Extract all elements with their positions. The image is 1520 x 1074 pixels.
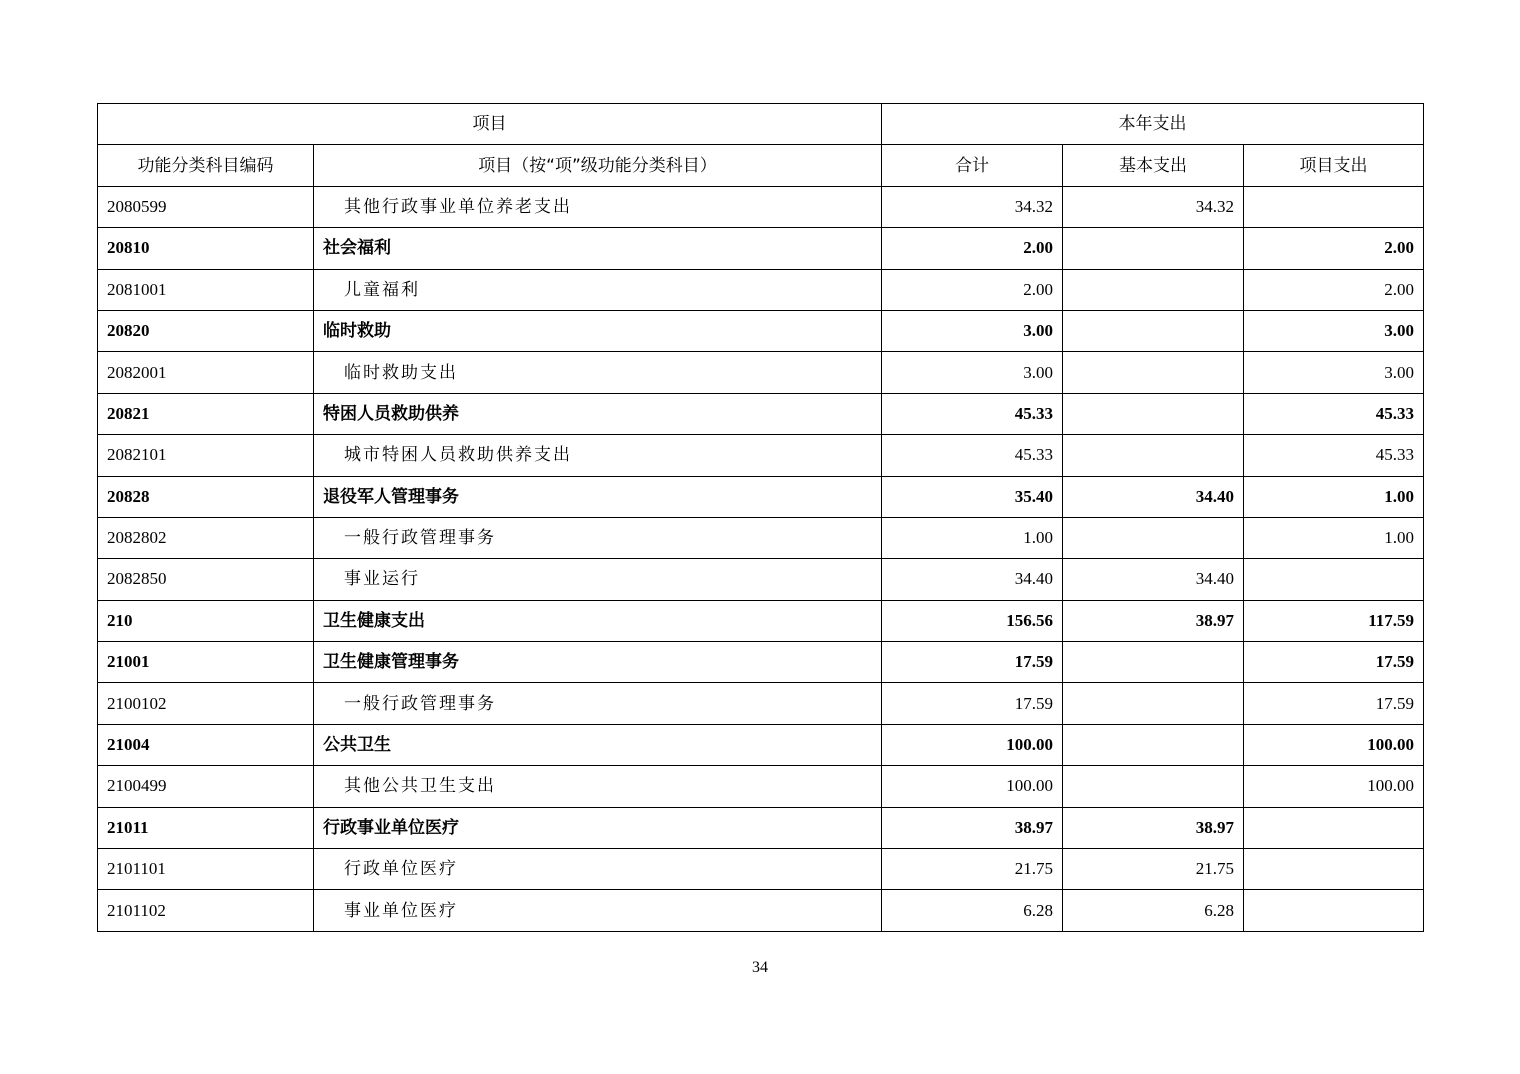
cell-total: 2.00	[882, 269, 1063, 310]
cell-basic	[1063, 683, 1244, 724]
cell-basic	[1063, 352, 1244, 393]
table-row	[98, 310, 1424, 351]
cell-basic: 6.28	[1063, 890, 1244, 931]
cell-name: 其他行政事业单位养老支出	[314, 186, 882, 227]
cell-name: 事业运行	[314, 559, 882, 600]
table-row	[98, 683, 1424, 724]
cell-basic	[1063, 393, 1244, 434]
cell-basic: 21.75	[1063, 849, 1244, 890]
table-row	[98, 476, 1424, 517]
cell-project: 100.00	[1244, 724, 1424, 765]
cell-total: 38.97	[882, 807, 1063, 848]
cell-project: 45.33	[1244, 435, 1424, 476]
cell-code: 2080599	[98, 186, 314, 227]
cell-name: 临时救助	[314, 310, 882, 351]
cell-name: 行政事业单位医疗	[314, 807, 882, 848]
cell-name: 社会福利	[314, 228, 882, 269]
cell-code: 21004	[98, 724, 314, 765]
cell-name: 其他公共卫生支出	[314, 766, 882, 807]
cell-basic: 38.97	[1063, 600, 1244, 641]
cell-total: 17.59	[882, 683, 1063, 724]
cell-code: 2081001	[98, 269, 314, 310]
cell-basic	[1063, 724, 1244, 765]
cell-total: 2.00	[882, 228, 1063, 269]
cell-total: 3.00	[882, 310, 1063, 351]
table-row	[98, 766, 1424, 807]
cell-project: 117.59	[1244, 600, 1424, 641]
cell-code: 21011	[98, 807, 314, 848]
cell-project: 17.59	[1244, 642, 1424, 683]
cell-name: 城市特困人员救助供养支出	[314, 435, 882, 476]
table-row	[98, 849, 1424, 890]
table-row	[98, 228, 1424, 269]
cell-total: 1.00	[882, 517, 1063, 558]
table-row	[98, 807, 1424, 848]
cell-project	[1244, 186, 1424, 227]
cell-basic: 34.40	[1063, 476, 1244, 517]
cell-project	[1244, 807, 1424, 848]
cell-name: 一般行政管理事务	[314, 683, 882, 724]
cell-project: 2.00	[1244, 228, 1424, 269]
cell-basic	[1063, 310, 1244, 351]
table-row	[98, 186, 1424, 227]
table-row	[98, 890, 1424, 931]
cell-code: 2101102	[98, 890, 314, 931]
cell-code: 2082101	[98, 435, 314, 476]
cell-project: 1.00	[1244, 517, 1424, 558]
cell-code: 2082850	[98, 559, 314, 600]
cell-total: 45.33	[882, 435, 1063, 476]
cell-name: 特困人员救助供养	[314, 393, 882, 434]
table-row	[98, 352, 1424, 393]
cell-total: 100.00	[882, 766, 1063, 807]
cell-basic: 34.32	[1063, 186, 1244, 227]
header-total: 合计	[882, 145, 1063, 186]
cell-code: 2082802	[98, 517, 314, 558]
cell-basic: 34.40	[1063, 559, 1244, 600]
cell-code: 20810	[98, 228, 314, 269]
cell-total: 45.33	[882, 393, 1063, 434]
table-row	[98, 435, 1424, 476]
cell-project: 1.00	[1244, 476, 1424, 517]
cell-name: 事业单位医疗	[314, 890, 882, 931]
cell-project: 2.00	[1244, 269, 1424, 310]
cell-total: 21.75	[882, 849, 1063, 890]
cell-project	[1244, 849, 1424, 890]
cell-name: 临时救助支出	[314, 352, 882, 393]
cell-name: 卫生健康管理事务	[314, 642, 882, 683]
cell-basic	[1063, 642, 1244, 683]
cell-project: 3.00	[1244, 352, 1424, 393]
header-row-top	[98, 104, 1424, 145]
cell-code: 2101101	[98, 849, 314, 890]
cell-total: 34.32	[882, 186, 1063, 227]
cell-code: 20820	[98, 310, 314, 351]
cell-project	[1244, 890, 1424, 931]
header-project: 项目支出	[1244, 145, 1424, 186]
table-row	[98, 600, 1424, 641]
cell-project: 45.33	[1244, 393, 1424, 434]
cell-code: 21001	[98, 642, 314, 683]
cell-total: 100.00	[882, 724, 1063, 765]
cell-total: 156.56	[882, 600, 1063, 641]
cell-basic	[1063, 228, 1244, 269]
page-number: 34	[752, 959, 768, 976]
cell-basic: 38.97	[1063, 807, 1244, 848]
cell-basic	[1063, 435, 1244, 476]
cell-name: 公共卫生	[314, 724, 882, 765]
cell-total: 3.00	[882, 352, 1063, 393]
cell-code: 20821	[98, 393, 314, 434]
cell-total: 35.40	[882, 476, 1063, 517]
cell-project	[1244, 559, 1424, 600]
cell-name: 退役军人管理事务	[314, 476, 882, 517]
cell-project: 17.59	[1244, 683, 1424, 724]
header-expenditure: 本年支出	[882, 104, 1424, 145]
table-body	[98, 186, 1424, 931]
cell-basic	[1063, 269, 1244, 310]
cell-name: 儿童福利	[314, 269, 882, 310]
cell-name: 一般行政管理事务	[314, 517, 882, 558]
table-row	[98, 559, 1424, 600]
cell-basic	[1063, 766, 1244, 807]
cell-code: 2100102	[98, 683, 314, 724]
cell-project: 3.00	[1244, 310, 1424, 351]
table-row	[98, 724, 1424, 765]
header-name: 项目（按“项”级功能分类科目）	[314, 145, 882, 186]
cell-name: 卫生健康支出	[314, 600, 882, 641]
table-row	[98, 393, 1424, 434]
header-item: 项目	[98, 104, 882, 145]
cell-total: 6.28	[882, 890, 1063, 931]
table-row	[98, 642, 1424, 683]
cell-code: 210	[98, 600, 314, 641]
cell-name: 行政单位医疗	[314, 849, 882, 890]
cell-project: 100.00	[1244, 766, 1424, 807]
table-row	[98, 517, 1424, 558]
expenditure-table	[97, 103, 1424, 932]
header-row-columns	[98, 145, 1424, 186]
cell-total: 34.40	[882, 559, 1063, 600]
cell-code: 2100499	[98, 766, 314, 807]
cell-code: 2082001	[98, 352, 314, 393]
cell-basic	[1063, 517, 1244, 558]
header-basic: 基本支出	[1063, 145, 1244, 186]
header-code: 功能分类科目编码	[98, 145, 314, 186]
cell-total: 17.59	[882, 642, 1063, 683]
cell-code: 20828	[98, 476, 314, 517]
table-row	[98, 269, 1424, 310]
